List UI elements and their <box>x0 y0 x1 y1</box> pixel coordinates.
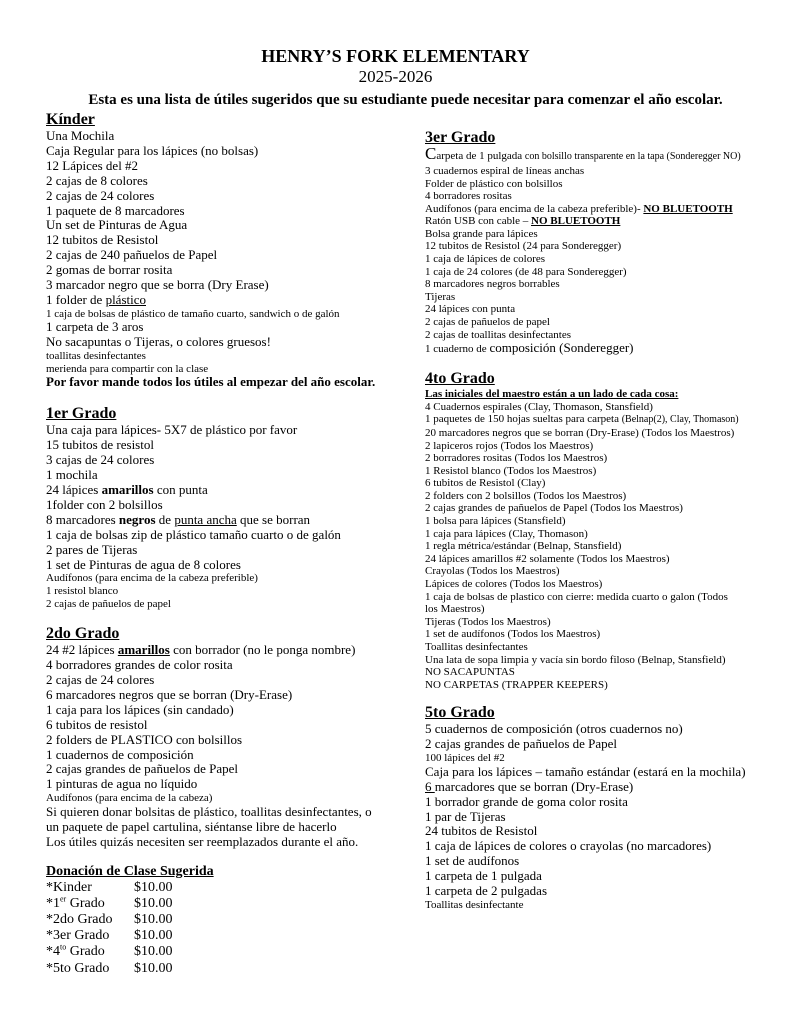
list-item: Toallitas desinfectantes <box>425 641 528 653</box>
text-bold-underlined: NO BLUETOOTH <box>643 202 733 215</box>
right-column <box>425 128 770 912</box>
third-grade-heading: 3er Grado <box>425 129 496 146</box>
list-item: 1 Resistol blanco (Todos los Maestros) <box>425 464 597 477</box>
list-item: 3 cuadernos espiral de líneas anchas <box>425 164 585 177</box>
donation-row <box>46 944 396 960</box>
list-item <box>425 413 770 427</box>
list-item: 1 carpeta de 2 pulgadas <box>425 883 548 899</box>
list-item: toallitas desinfectantes <box>46 350 146 363</box>
list-item: 2 cajas grandes de pañuelos de Papel <box>425 736 618 752</box>
list-item: 1 caja de lápices de colores o crayolas (no marcadores) <box>425 838 712 854</box>
list-item: 1 par de Tijeras <box>425 808 506 824</box>
spacer <box>425 691 770 703</box>
list-item: merienda para compartir con la clase <box>46 362 209 375</box>
text: 1 cuaderno de <box>425 343 490 356</box>
list-item: No sacapuntas o Tijeras, o colores gruesos! <box>46 334 271 350</box>
list-item: Folder de plástico con bolsillos <box>425 177 563 190</box>
list-item: 6 tubitos de resistol <box>46 716 148 732</box>
list-item: 1 bolsa para lápices (Stansfield) <box>425 515 566 528</box>
list-item: 12 Lápices del #2 <box>46 157 139 173</box>
list-item: 2 cajas de 24 colores <box>46 187 155 203</box>
list-item: 1 borrador grande de goma color rosita <box>425 793 628 809</box>
text: 1 paquetes de 150 hojas sueltas para carpeta <box>425 413 622 426</box>
list-item: 1 caja de bolsas de plastico con cierre: medida cuarto o galon (Todos <box>425 590 728 603</box>
list-item: 1 caja de lápices de colores <box>425 253 546 266</box>
list-item: 2 cajas de toallitas desinfectantes <box>425 328 571 341</box>
text: marcadores que se borran (Dry-Erase) <box>434 778 634 794</box>
list-item: Caja Regular para los lápices (no bolsas) <box>46 142 259 158</box>
list-item: 3 cajas de 24 colores <box>46 452 155 468</box>
list-item: 1 resistol blanco <box>46 585 119 598</box>
list-item: Una lata de sopa limpia y vacía sin bordo filoso (Belnap, Stansfield) <box>425 653 726 666</box>
list-item: 6 marcadores negros que se borran (Dry-Erase) <box>46 686 293 702</box>
school-year: 2025-2026 <box>358 67 433 86</box>
list-item: Los útiles quizás necesiten ser reemplazados durante el año. <box>46 833 359 849</box>
text-underlined: plástico <box>105 291 146 307</box>
text-bold-underlined: NO BLUETOOTH <box>531 215 621 228</box>
list-item: 1 carpeta de 1 pulgada <box>425 868 542 884</box>
text: que se borran <box>236 511 311 527</box>
list-item: 15 tubitos de resistol <box>46 437 154 453</box>
list-item: 12 tubitos de Resistol (24 para Sonderegger) <box>425 240 622 253</box>
fourth-grade-heading: 4to Grado <box>425 370 495 388</box>
list-item: 1folder con 2 bolsillos <box>46 496 163 512</box>
donation-row <box>46 928 396 944</box>
donation-grade: *5to Grado <box>46 960 110 976</box>
list-item: 2 pares de Tijeras <box>46 541 138 557</box>
donation-row <box>46 961 396 977</box>
list-item: 2 cajas de 24 colores <box>46 672 155 688</box>
list-item: NO SACAPUNTAS <box>425 666 515 679</box>
list-item: 2 cajas de pañuelos de papel <box>46 597 171 610</box>
donation-grade: *2do Grado <box>46 912 113 927</box>
text: 24 lápices <box>46 482 102 497</box>
second-grade-heading: 2do Grado <box>46 625 120 643</box>
text: arpeta de 1 pulgada <box>436 150 525 162</box>
list-item: 4 borradores rositas <box>425 190 512 203</box>
superscript: er <box>60 894 67 904</box>
list-item: 1 regla métrica/estándar (Belnap, Stansfield) <box>425 540 622 553</box>
donation-row <box>46 880 396 896</box>
list-item: 2 folders de PLASTICO con bolsillos <box>46 731 243 747</box>
list-item: 100 lápices del #2 <box>425 752 505 765</box>
donation-row <box>46 912 396 928</box>
list-item: Una Mochila <box>46 128 115 143</box>
list-item <box>425 341 770 357</box>
list-item: 1 carpeta de 3 aros <box>46 319 144 335</box>
first-grade-section <box>46 404 396 610</box>
list-item <box>425 780 770 795</box>
list-item: 1 caja para los lápices (sin candado) <box>46 701 234 717</box>
list-item: 1 cuadernos de composición <box>46 746 194 762</box>
donation-grade: *Kinder <box>46 879 92 895</box>
donation-amount: $10.00 <box>134 895 173 911</box>
list-item <box>425 203 770 216</box>
list-item: 8 marcadores negros borrables <box>425 278 560 291</box>
school-title: HENRY’S FORK ELEMENTARY <box>261 46 530 66</box>
fifth-grade-heading: 5to Grado <box>425 704 495 722</box>
text: 1 folder de <box>46 291 106 307</box>
left-column <box>46 110 396 977</box>
donation-amount: $10.00 <box>134 879 173 895</box>
text: Grado <box>66 895 105 911</box>
text: Grado <box>66 944 105 960</box>
fourth-grade-section <box>425 369 770 691</box>
list-item: 3 marcador negro que se borra (Dry Erase) <box>46 277 269 293</box>
list-item <box>46 483 396 498</box>
list-item: Caja para los lápices – tamaño estándar (estará en la mochila) <box>425 763 746 779</box>
list-item: 24 tubitos de Resistol <box>425 823 538 839</box>
list-item: 1 paquete de 8 marcadores <box>46 202 185 218</box>
donation-amount: $10.00 <box>134 912 173 927</box>
list-item: Tijeras (Todos los Maestros) <box>425 615 551 628</box>
text-underlined: 6 <box>425 778 435 794</box>
kinder-heading: Kínder <box>46 111 95 128</box>
list-item: Si quieren donar bolsitas de plástico, toallitas desinfectantes, o <box>46 803 372 819</box>
text: con punta <box>153 482 208 497</box>
list-item: 4 borradores grandes de color rosita <box>46 657 233 673</box>
list-item <box>425 144 770 165</box>
fifth-grade-section <box>425 703 770 911</box>
kinder-section <box>46 110 396 390</box>
list-item: Audífonos (para encima de la cabeza) <box>46 792 213 805</box>
list-item: Una caja para lápices- 5X7 de plástico por favor <box>46 422 298 438</box>
list-item: 2 borradores rositas (Todos los Maestros) <box>425 452 608 465</box>
list-item <box>46 293 396 308</box>
list-item: Audífonos (para encima de la cabeza preferible) <box>46 572 258 585</box>
kinder-note: Por favor mande todos los útiles al empezar del año escolar. <box>46 374 376 390</box>
list-item: Bolsa grande para lápices <box>425 227 538 240</box>
list-item: Toallitas desinfectante <box>425 898 524 911</box>
text: composición (Sonderegger) <box>489 340 634 356</box>
superscript: to <box>60 942 67 952</box>
donation-amount: $10.00 <box>134 960 173 976</box>
list-item: 1 caja para lápices (Clay, Thomason) <box>425 527 588 540</box>
donation-heading: Donación de Clase Sugerida <box>46 863 214 879</box>
text-bold: amarillos <box>101 482 154 497</box>
list-item: 2 cajas grandes de pañuelos de Papel (Todos los Maestros) <box>425 502 683 515</box>
donation-grade <box>46 944 134 960</box>
first-grade-heading: 1er Grado <box>46 405 117 423</box>
list-item: 12 tubitos de Resistol <box>46 232 159 248</box>
list-item: 1 set de audífonos (Todos los Maestros) <box>425 628 601 641</box>
list-item <box>46 513 396 528</box>
list-item: 2 cajas de pañuelos de papel <box>425 316 550 329</box>
spacer <box>425 357 770 369</box>
list-item: un paquete de papel cartulina, siéntanse libre de hacerlo <box>46 818 337 834</box>
second-grade-section <box>46 624 396 849</box>
text: C <box>425 144 437 163</box>
list-item: 1 set de audífonos <box>425 853 520 869</box>
list-item: 2 gomas de borrar rosita <box>46 262 173 278</box>
list-item: Crayolas (Todos los Maestros) <box>425 565 560 578</box>
list-item: 1 mochila <box>46 467 98 483</box>
list-item <box>46 643 396 658</box>
text-small: con bolsillo transparente en la tapa (Sonderegger NO) <box>524 151 741 162</box>
text-bold: negros <box>118 511 156 527</box>
donation-section <box>46 864 396 977</box>
list-item: 2 cajas de 240 pañuelos de Papel <box>46 247 218 263</box>
list-item: 2 cajas grandes de pañuelos de Papel <box>46 761 239 777</box>
text-underlined: punta ancha <box>174 511 237 527</box>
list-item: 6 tubitos de Resistol (Clay) <box>425 477 546 490</box>
list-item: 24 lápices amarillos #2 solamente (Todos los Maestros) <box>425 552 670 565</box>
text: *4 <box>46 944 60 960</box>
donation-amount: $10.00 <box>134 944 173 960</box>
list-item: Un set de Pinturas de Agua <box>46 217 188 233</box>
list-item: Tijeras <box>425 290 456 303</box>
text: Ratón USB con cable – <box>425 215 532 228</box>
list-item: Lápices de colores (Todos los Maestros) <box>425 578 603 591</box>
list-item: 2 cajas de 8 colores <box>46 172 148 188</box>
fourth-grade-note: Las iniciales del maestro están a un lado de cada cosa: <box>425 388 679 401</box>
list-item <box>425 215 770 228</box>
list-item: 1 pinturas de agua no líquido <box>46 776 198 792</box>
list-item: NO CARPETAS (TRAPPER KEEPERS) <box>425 678 608 691</box>
text-small: (Belnap(2), Clay, Thomason) <box>621 414 739 426</box>
list-item: 1 caja de bolsas de plástico de tamaño cuarto, sandwich o de galón <box>46 307 340 320</box>
text: 8 marcadores <box>46 511 119 527</box>
text: de <box>155 511 175 527</box>
text: con borrador (no le ponga nombre) <box>169 642 356 658</box>
text: 24 #2 lápices <box>46 642 118 658</box>
spacer <box>46 850 396 864</box>
donation-amount: $10.00 <box>134 928 173 944</box>
list-item: 2 lapiceros rojos (Todos los Maestros) <box>425 439 594 452</box>
donation-grade <box>46 896 134 912</box>
list-item: 4 Cuadernos espirales (Clay, Thomason, Stansfield) <box>425 400 653 413</box>
list-item: 1 caja de 24 colores (de 48 para Sonderegger) <box>425 265 627 278</box>
list-item: 20 marcadores negros que se borran (Dry-Erase) (Todos los Maestros) <box>425 426 735 439</box>
spacer <box>46 390 396 404</box>
list-item: 1 caja de bolsas zip de plástico tamaño cuarto o de galón <box>46 526 341 542</box>
text: *1 <box>46 895 60 911</box>
intro-text: Esta es una lista de útiles sugeridos que su estudiante puede necesitar para comenzar el año escolar. <box>88 92 723 108</box>
donation-row <box>46 896 396 912</box>
text-bold-underlined: amarillos <box>117 642 170 658</box>
list-item: 24 lápices con punta <box>425 303 516 316</box>
list-item: los Maestros) <box>425 603 485 616</box>
donation-grade: *3er Grado <box>46 928 110 944</box>
text: Audífonos (para encima de la cabeza preferible)- <box>425 202 644 215</box>
list-item: 1 set de Pinturas de agua de 8 colores <box>46 556 241 572</box>
spacer <box>46 610 396 624</box>
list-item: 2 folders con 2 bolsillos (Todos los Maestros) <box>425 489 627 502</box>
list-item: 5 cuadernos de composición (otros cuadernos no) <box>425 721 683 737</box>
third-grade-section <box>425 128 770 357</box>
